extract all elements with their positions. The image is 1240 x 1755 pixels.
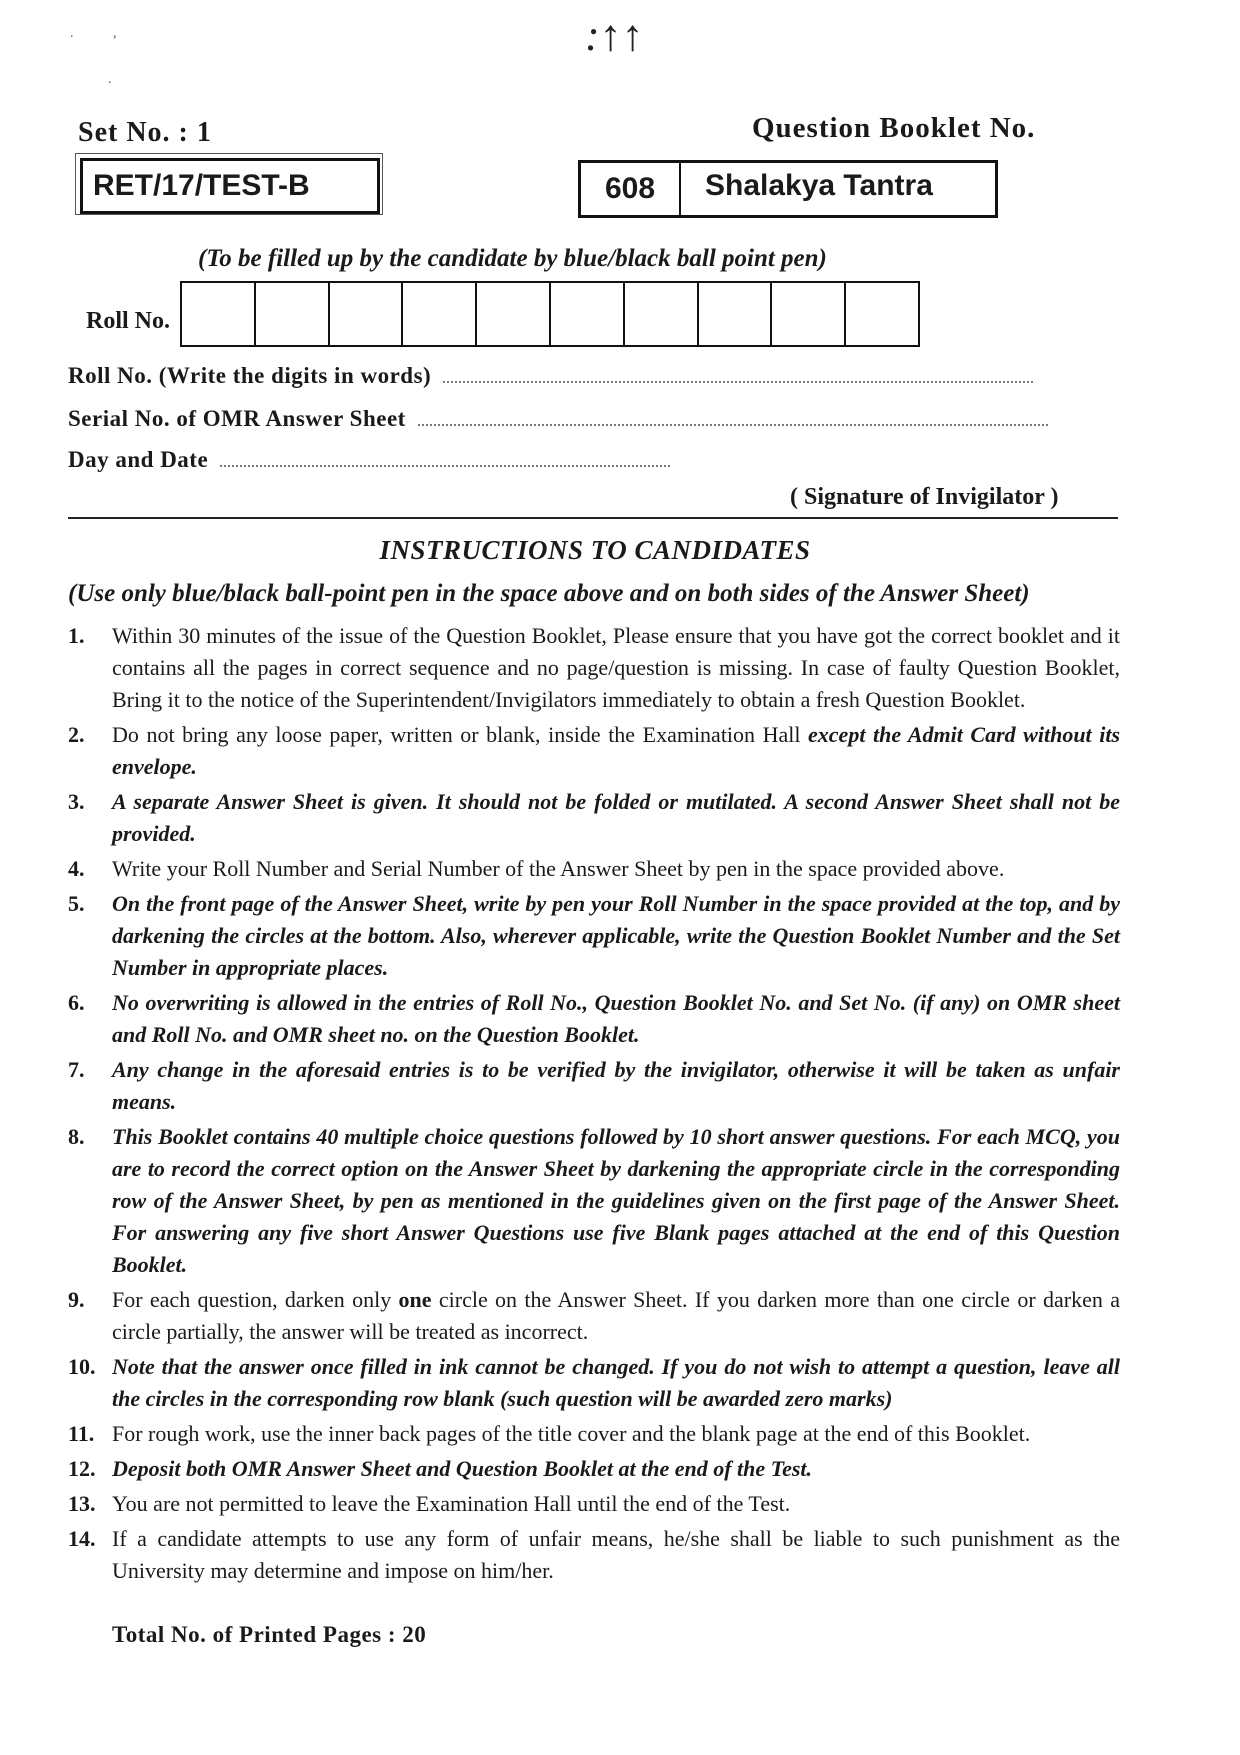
roll-label: Roll No. <box>86 308 170 334</box>
set-number: Set No. : 1 <box>78 117 212 148</box>
roll-words-label: Roll No. (Write the digits in words) <box>68 363 432 388</box>
test-code-box <box>80 158 380 214</box>
roll-digit-box[interactable] <box>625 283 699 345</box>
day-date-line[interactable] <box>220 464 670 467</box>
list-item: 14. If a candidate attempts to use any form of unfair means, he/she shall be liable to such punishment as the University may determine and impose on him/her. <box>68 1526 1120 1583</box>
roll-digit-box[interactable] <box>551 283 625 345</box>
subject-code: 608 <box>581 163 681 215</box>
list-item: 10. Note that the answer once filled in ink cannot be changed. If you do not wish to attempt a question, leave all the circles in the corresponding row blank (such question will be awarded zero marks) <box>68 1354 1120 1411</box>
divider <box>68 517 1118 519</box>
list-item: 3. A separate Answer Sheet is given. It should not be folded or mutilated. A second Answer Sheet shall not be provided. <box>68 789 1120 846</box>
list-item: 6. No overwriting is allowed in the entries of Roll No., Question Booklet No. and Set No. (if any) on OMR sheet and Roll No. and OMR sheet no. on the Question Booklet. <box>68 990 1120 1047</box>
subject-name: Shalakya Tantra <box>705 169 933 202</box>
list-item: 5. On the front page of the Answer Sheet, write by pen your Roll Number in the space provided at the top, and by darkening the circles at the bottom. Also, wherever applicable, write the Question Booklet Number and the Set Number in appropriate places. <box>68 891 1120 980</box>
roll-digit-box[interactable] <box>772 283 846 345</box>
fill-instruction: (To be filled up by the candidate by blue/black ball point pen) <box>198 245 827 272</box>
roll-digit-box[interactable] <box>182 283 256 345</box>
list-item: 9. For each question, darken only one circle on the Answer Sheet. If you darken more than one circle or darken a circle partially, the answer will be treated as incorrect. <box>68 1287 1120 1344</box>
roll-digit-box[interactable] <box>477 283 551 345</box>
omr-serial-line[interactable] <box>418 423 1048 426</box>
list-item: 8. This Booklet contains 40 multiple choice questions followed by 10 short answer questions. For each MCQ, you are to record the correct option on the Answer Sheet by darkening the appropriate circle in the corresponding row of the Answer Sheet, by pen as mentioned in the guidelines given on the first page of the Answer Sheet. For answering any five short Answer Questions use five Blank pages attached at the end of this Question Booklet. <box>68 1124 1120 1277</box>
list-item: 7. Any change in the aforesaid entries is to be verified by the invigilator, otherwise it will be taken as unfair means. <box>68 1057 1120 1114</box>
total-printed-pages: Total No. of Printed Pages : 20 <box>112 1622 427 1647</box>
omr-serial-field[interactable] <box>68 406 1048 432</box>
roll-digit-box[interactable] <box>403 283 477 345</box>
day-date-label: Day and Date <box>68 447 209 472</box>
roll-words-field[interactable] <box>68 363 1033 389</box>
scan-speck: . , <box>70 26 135 41</box>
roll-digit-box[interactable] <box>330 283 404 345</box>
list-item: 13. You are not permitted to leave the Examination Hall until the end of the Test. <box>68 1491 791 1516</box>
list-item: 12. Deposit both OMR Answer Sheet and Question Booklet at the end of the Test. <box>68 1456 813 1481</box>
handwritten-mark: :↑↑ <box>585 11 644 60</box>
instructions-subtitle: (Use only blue/black ball-point pen in the space above and on both sides of the Answer Sheet) <box>68 580 1030 607</box>
scan-speck: . <box>108 72 112 87</box>
roll-digit-box[interactable] <box>256 283 330 345</box>
roll-digit-box[interactable] <box>846 283 918 345</box>
list-item: 2. Do not bring any loose paper, written or blank, inside the Examination Hall except the Admit Card without its envelope. <box>68 722 1121 779</box>
roll-digit-box[interactable] <box>699 283 773 345</box>
question-booklet-label: Question Booklet No. <box>752 112 1036 144</box>
day-date-field[interactable] <box>68 447 670 473</box>
test-code: RET/17/TEST-B <box>93 169 310 202</box>
list-item: 1. Within 30 minutes of the issue of the Question Booklet, Please ensure that you have got the correct booklet and it contains all the pages in correct sequence and no page/question is missing. In case of faulty Question Booklet, Bring it to the notice of the Superintendent/Invigilators immediately to obtain a fresh Question Booklet. <box>68 623 1120 712</box>
instructions-title: INSTRUCTIONS TO CANDIDATES <box>379 535 811 565</box>
list-item: 11. For rough work, use the inner back pages of the title cover and the blank page at the end of this Booklet. <box>68 1421 1031 1446</box>
invigilator-signature-label: ( Signature of Invigilator ) <box>790 484 1059 510</box>
list-item: 4. Write your Roll Number and Serial Number of the Answer Sheet by pen in the space provided above. <box>68 856 1005 881</box>
omr-serial-label: Serial No. of OMR Answer Sheet <box>68 406 406 431</box>
instructions-list <box>68 620 1120 1590</box>
subject-box <box>578 160 998 218</box>
roll-number-grid[interactable] <box>180 281 920 347</box>
roll-words-line[interactable] <box>443 380 1033 383</box>
